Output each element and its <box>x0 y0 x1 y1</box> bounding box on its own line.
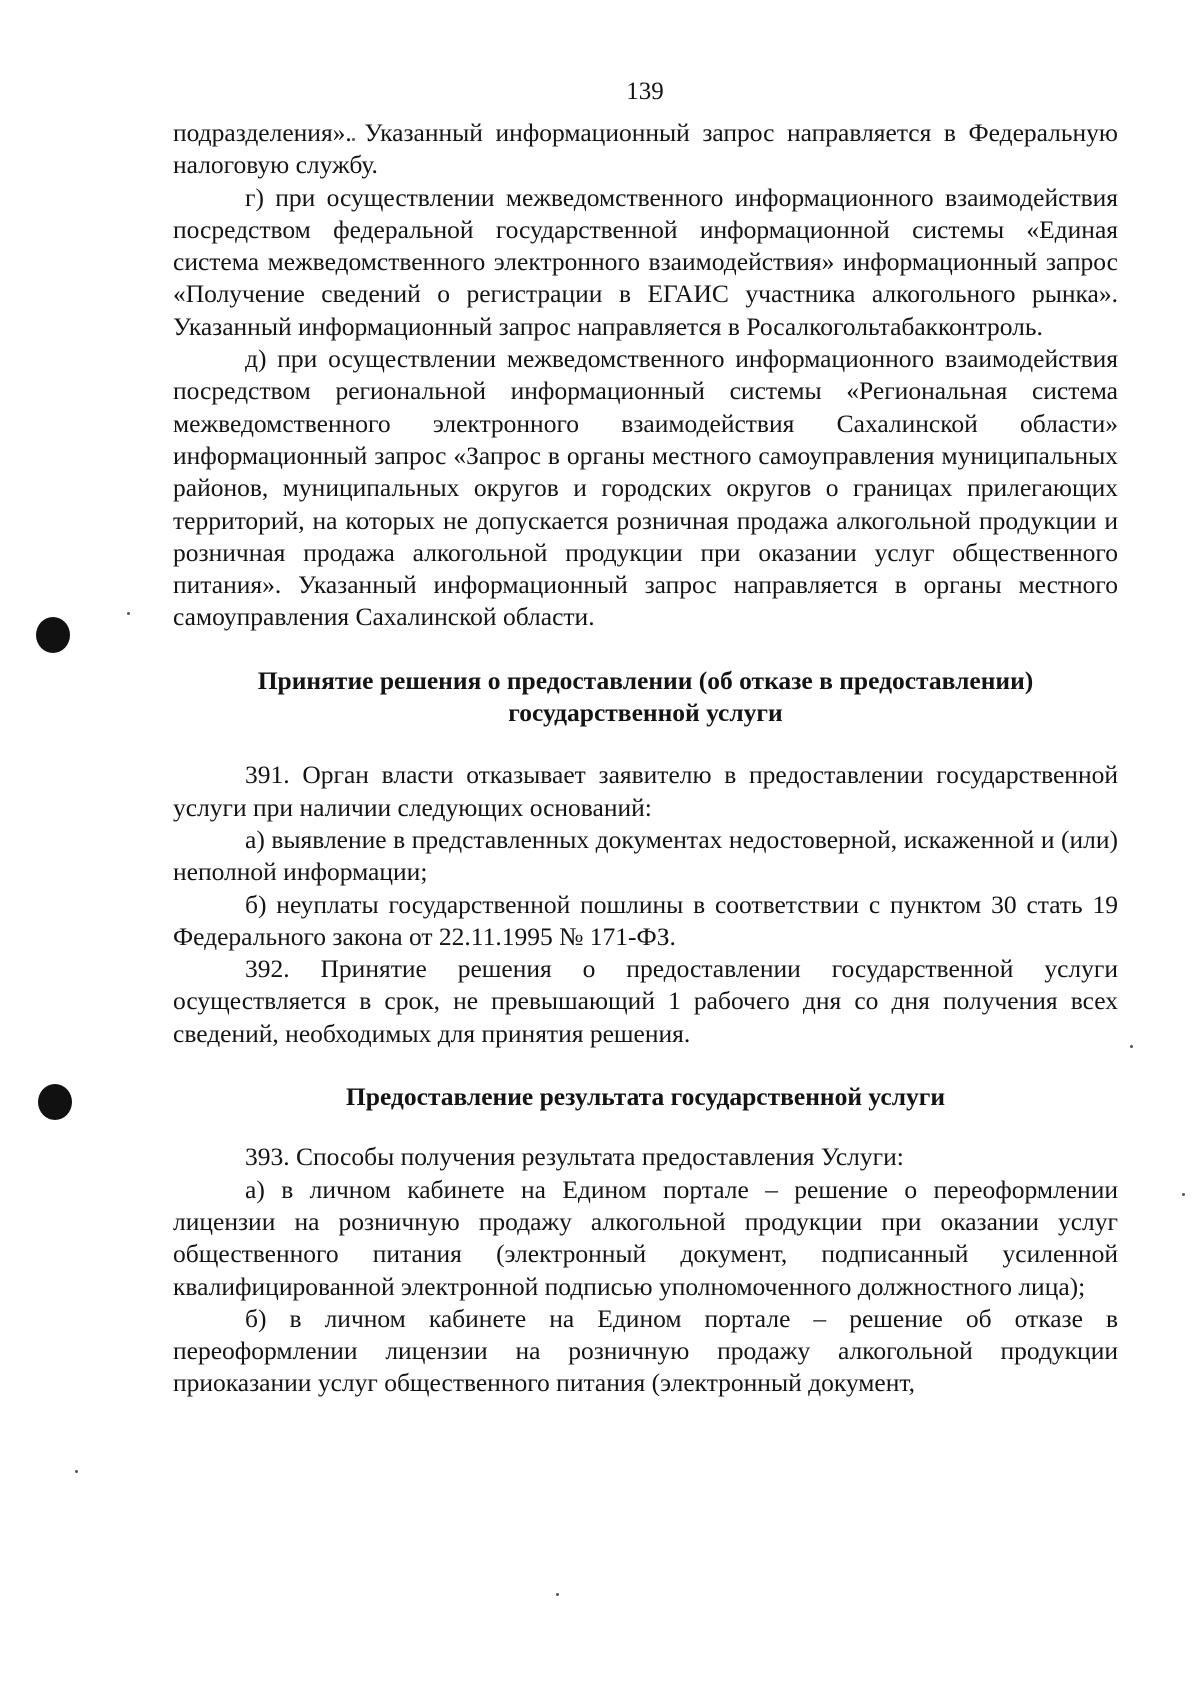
scan-speck <box>75 1470 78 1473</box>
section-heading-decision <box>173 665 1118 730</box>
scan-speck <box>127 612 130 615</box>
body-paragraph: а) в личном кабинете на Едином портале – решение о переоформлении лицензии на розничную продажу алкогольной продукции при оказании услуг общественного питания (электронный документ, подписанный усиленной квалифицированной электронной подписью уполномоченного должностного лица); <box>173 1174 1118 1301</box>
section-heading-line: государственной услуги <box>508 698 783 728</box>
body-paragraph: подразделения». Указанный информационный запрос направляется в Федеральную налоговую службу. <box>173 118 1118 180</box>
body-paragraph: а) выявление в представленных документах недостоверной, искаженной и (или) неполной информации; <box>173 824 1118 887</box>
section-body-decision <box>173 759 1118 1050</box>
page-number: 139 <box>626 78 664 105</box>
punch-hole-bottom <box>38 1084 72 1120</box>
body-paragraph: б) неуплаты государственной пошлины в соответствии с пунктом 30 стать 19 Федерального закона от 22.11.1995 № 171-ФЗ. <box>173 889 1118 951</box>
scan-speck <box>1130 1045 1133 1048</box>
section-heading-line: Принятие решения о предоставлении (об отказе в предоставлении) <box>257 665 1034 695</box>
punch-hole-top <box>36 617 70 653</box>
section-heading-result: Предоставление результата государственной услуги <box>345 1082 946 1112</box>
body-paragraph: д) при осуществлении межведомственного информационного взаимодействия посредством региональной информационный системы «Региональная система межведомственного электронного взаимодействия Сахалинской области» информационный запрос «Запрос в органы местного самоуправления муниципальных районов, муниципальных округов и городских округов о границах прилегающих территорий, на которых не допускается розничная продажа алкогольной продукции и розничная продажа алкогольной продукции при оказании услуг общественного питания». Указанный информационный запрос направляется в органы местного самоуправления Сахалинской области. <box>173 344 1118 632</box>
body-paragraph: б) в личном кабинете на Едином портале – решение об отказе в переоформлении лицензии на розничную продажу алкогольной продукции приоказании услуг общественного питания (электронный документ, <box>173 1303 1118 1398</box>
section-body-result <box>173 1141 1118 1399</box>
body-paragraph: 391. Орган власти отказывает заявителю в предоставлении государственной услуги при наличии следующих оснований: <box>173 760 1118 822</box>
body-paragraph: г) при осуществлении межведомственного информационного взаимодействия посредством федеральной государственной информационной системы «Единая система межведомственного электронного взаимодействия» информационный запрос «Получение сведений о регистрации в ЕГАИС участника алкогольного рынка». Указанный информационный запрос направляется в Росалкогольтабакконтроль. <box>173 182 1118 341</box>
body-paragraph: 392. Принятие решения о предоставлении государственной услуги осуществляется в срок, не превышающий 1 рабочего дня со дня получения всех сведений, необходимых для принятия решения. <box>173 954 1118 1048</box>
scan-speck <box>556 1593 559 1596</box>
document-body <box>173 117 1118 1400</box>
body-paragraph: 393. Способы получения результата предоставления Услуги: <box>245 1142 904 1172</box>
scan-speck <box>1182 1193 1185 1196</box>
